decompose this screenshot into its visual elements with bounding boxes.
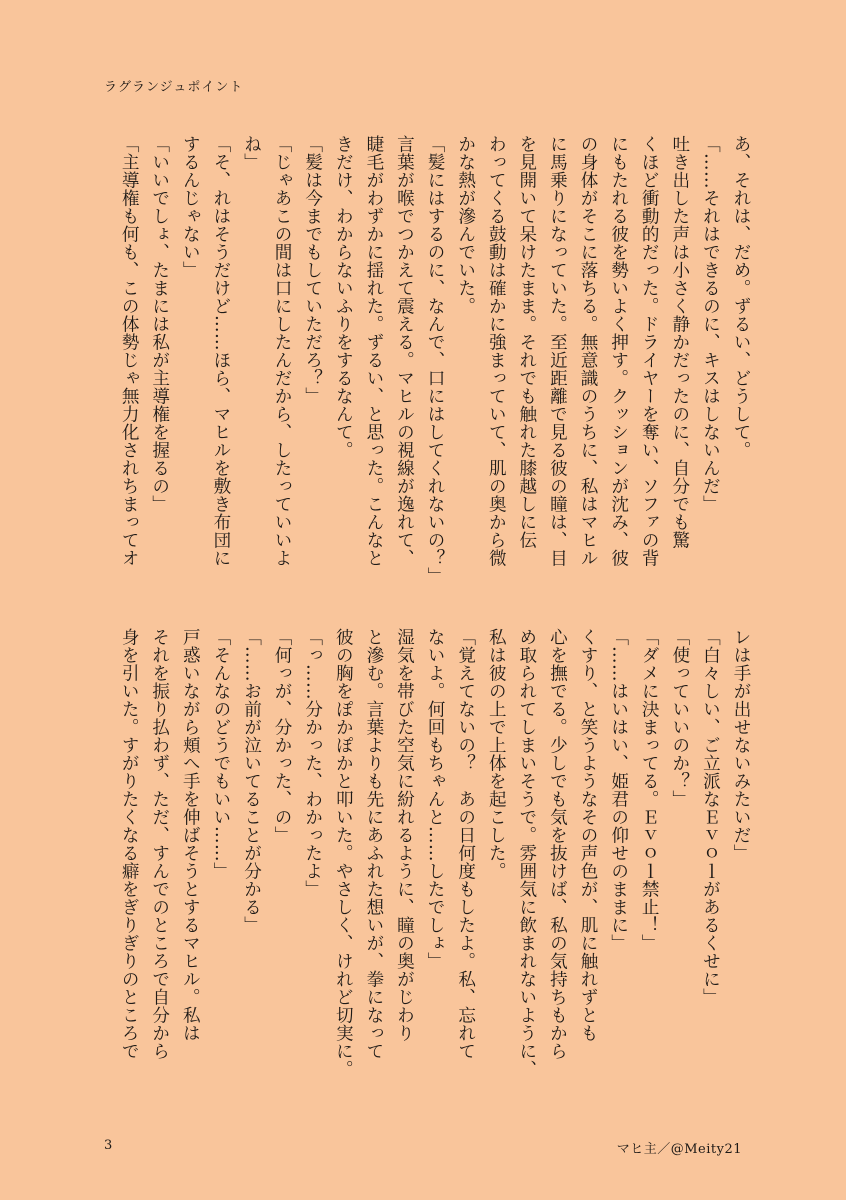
text-line: 「髪は今までもしていただろ？」 — [302, 135, 323, 405]
text-line: 「そ、れはそうだけど……ほら、マヒルを敷き布団に — [210, 135, 231, 567]
text-line: 「……お前が泣いてることが分かる」 — [241, 628, 262, 934]
text-line: 「ダメに決まってる。Ｅｖｏｌ禁止！」 — [639, 628, 660, 952]
text-line: あ、それは、だめ。ずるい、どうして。 — [731, 135, 751, 459]
text-line: レは手が出せないみたいだ」 — [731, 628, 751, 862]
text-line: わってくる鼓動は確かに強まっていて、肌の奥から微 — [486, 135, 507, 567]
running-title: ラグランジュポイント — [104, 80, 244, 95]
text-line: 「っ……分かった、わかったよ」 — [302, 628, 323, 898]
text-line: 睫毛がわずかに揺れた。ずるい、と思った。こんなと — [363, 135, 384, 567]
text-line: 「いいでしょ、たまには私が主導権を握るの」 — [149, 135, 170, 513]
text-block-bottom — [106, 628, 756, 1098]
text-line: ね」 — [241, 135, 262, 171]
text-line: くすり、と笑うようなその声色が、肌に触れずとも — [578, 628, 599, 1042]
text-line: それを振り払わず、ただ、すんでのところで自分から — [149, 628, 170, 1060]
text-line: 身を引いた。すがりたくなる癖をぎりぎりのところで — [119, 628, 140, 1060]
text-line: と滲む。言葉よりも先にあふれた想いが、拳になって — [363, 628, 384, 1060]
text-line: の身体がそこに落ちる。無意識のうちに、私はマヒル — [578, 135, 599, 567]
text-line: くほど衝動的だった。ドライヤーを奪い、ソファの背 — [639, 135, 660, 567]
text-line: め取られてしまいそうで。雰囲気に飲まれないように、 — [516, 628, 537, 1078]
text-line: 私は彼の上で上体を起こした。 — [486, 628, 507, 880]
text-line: 「そんなのどうでもいい……」 — [210, 628, 231, 880]
text-line: 「……それはできるのに、キスはしないんだ」 — [700, 135, 721, 513]
text-line: 「何っが、分かった、の」 — [272, 628, 293, 844]
text-line: 吐き出した声は小さく静かだったのに、自分でも驚 — [669, 135, 690, 549]
text-line: 「白々しい、ご立派なＥｖｏｌがあるくせに」 — [700, 628, 721, 1006]
text-line: 心を撫でる。少しでも気を抜けば、私の気持ちもから — [547, 628, 568, 1060]
text-line: 戸惑いながら頬へ手を伸ばそうとするマヒル。私は — [180, 628, 201, 1042]
text-line: 「主導権も何も、この体勢じゃ無力化されちまってオ — [119, 135, 140, 567]
text-line: かな熱が滲んでいた。 — [455, 135, 476, 315]
text-line: に馬乗りになっていた。至近距離で見る彼の瞳は、目 — [547, 135, 568, 567]
text-line: きだけ、わからないふりをするなんて。 — [333, 135, 354, 459]
text-line: 湿気を帯びた空気に紛れるように、瞳の奥がじわり — [394, 628, 415, 1042]
text-line: 彼の胸をぽかぽかと叩いた。やさしく、けれど切実に。 — [333, 628, 354, 1078]
author-credit: マヒ主／@Meity21 — [616, 1142, 742, 1157]
text-line: を見開いて呆けたまま。それでも触れた膝越しに伝 — [516, 135, 537, 549]
text-line: にもたれる彼を勢いよく押す。クッションが沈み、彼 — [608, 135, 629, 567]
text-block-top — [106, 135, 756, 605]
text-line: 「じゃあこの間は口にしたんだから、したっていいよ — [272, 135, 293, 567]
text-line: 言葉が喉でつかえて震える。マヒルの視線が逸れて、 — [394, 135, 415, 567]
text-line: 「髪にはするのに、なんで、口にはしてくれないの？」 — [425, 135, 446, 585]
page-number: 3 — [104, 1138, 113, 1153]
text-line: ないよ。何回もちゃんと……したでしょ」 — [425, 628, 446, 970]
text-line: するんじゃない」 — [180, 135, 201, 279]
text-line: 「……はいはい、姫君の仰せのままに」 — [608, 628, 629, 952]
text-line: 「覚えてないの？ あの日何度もしたよ。私、忘れて — [455, 628, 476, 1060]
text-line: 「使っていいのか？」 — [669, 628, 690, 808]
